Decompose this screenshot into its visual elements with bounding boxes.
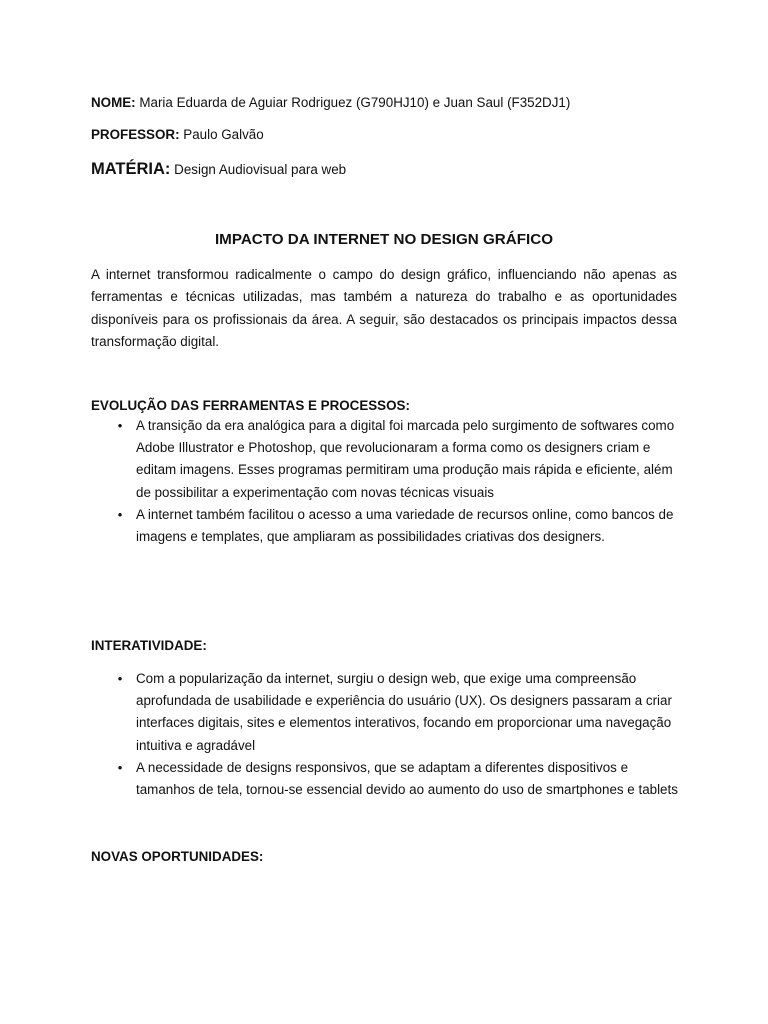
professor-line bbox=[91, 126, 264, 144]
professor-label: PROFESSOR: bbox=[91, 127, 180, 142]
list-item bbox=[0, 415, 682, 504]
materia-label: MATÉRIA: bbox=[91, 160, 171, 178]
student-names-line bbox=[91, 94, 570, 112]
list-item-text: A internet também facilitou o acesso a uma variedade de recursos online, como bancos de imagens e templates, que ampliaram as possibilidades criativas dos designers. bbox=[136, 506, 674, 545]
professor-value: Paulo Galvão bbox=[179, 127, 264, 142]
materia-value: Design Audiovisual para web bbox=[170, 162, 347, 177]
section-heading-ferramentas: EVOLUÇÃO DAS FERRAMENTAS E PROCESSOS: bbox=[91, 398, 410, 413]
bullet-icon: • bbox=[117, 759, 123, 775]
section-heading-oportunidades: NOVAS OPORTUNIDADES: bbox=[91, 849, 264, 864]
bullet-icon: • bbox=[117, 506, 123, 522]
list-item bbox=[0, 668, 682, 757]
intro-paragraph: A internet transformou radicalmente o campo do design gráfico, influenciando não apenas as ferramentas e técnicas utilizadas, mas também a natureza do trabalho e as oportunidades disponíveis para os profissionais da área. A seguir, são destacados os principais impactos dessa transformação digital. bbox=[91, 267, 677, 349]
section-heading-interatividade: INTERATIVIDADE: bbox=[91, 638, 207, 653]
list-item bbox=[0, 757, 682, 801]
nome-label: NOME: bbox=[91, 95, 136, 110]
bullet-icon: • bbox=[117, 671, 123, 686]
list-item-text: A transição da era analógica para a digital foi marcada pelo surgimento de softwares como Adobe Illustrator e Photoshop, que revolucionaram a forma como os designers criam e editam imagens. Esses programas permitiram uma produção mais rápida e eficiente, além de possibilitar a experimentação com novas técnicas visuais bbox=[136, 418, 675, 500]
list-item bbox=[0, 504, 682, 548]
bullet-list-ferramentas bbox=[0, 415, 768, 548]
materia-line bbox=[91, 160, 346, 179]
bullet-icon: • bbox=[117, 418, 123, 433]
document-title: IMPACTO DA INTERNET NO DESIGN GRÁFICO bbox=[214, 231, 554, 248]
bullet-list-interatividade bbox=[0, 668, 768, 801]
list-item-text: Com a popularização da internet, surgiu o design web, que exige uma compreensão aprofundada de usabilidade e experiência do usuário (UX). Os designers passaram a criar interfaces digitais, sites e elementos interativos, focando em proporcionar uma navegação intuitiva e agradável bbox=[136, 671, 672, 753]
list-item-text: A necessidade de designs responsivos, que se adaptam a diferentes dispositivos e tamanhos de tela, tornou-se essencial devido ao aumento do uso de smartphones e tablets bbox=[136, 759, 678, 798]
nome-value: Maria Eduarda de Aguiar Rodriguez (G790HJ10) e Juan Saul (F352DJ1) bbox=[135, 95, 571, 110]
